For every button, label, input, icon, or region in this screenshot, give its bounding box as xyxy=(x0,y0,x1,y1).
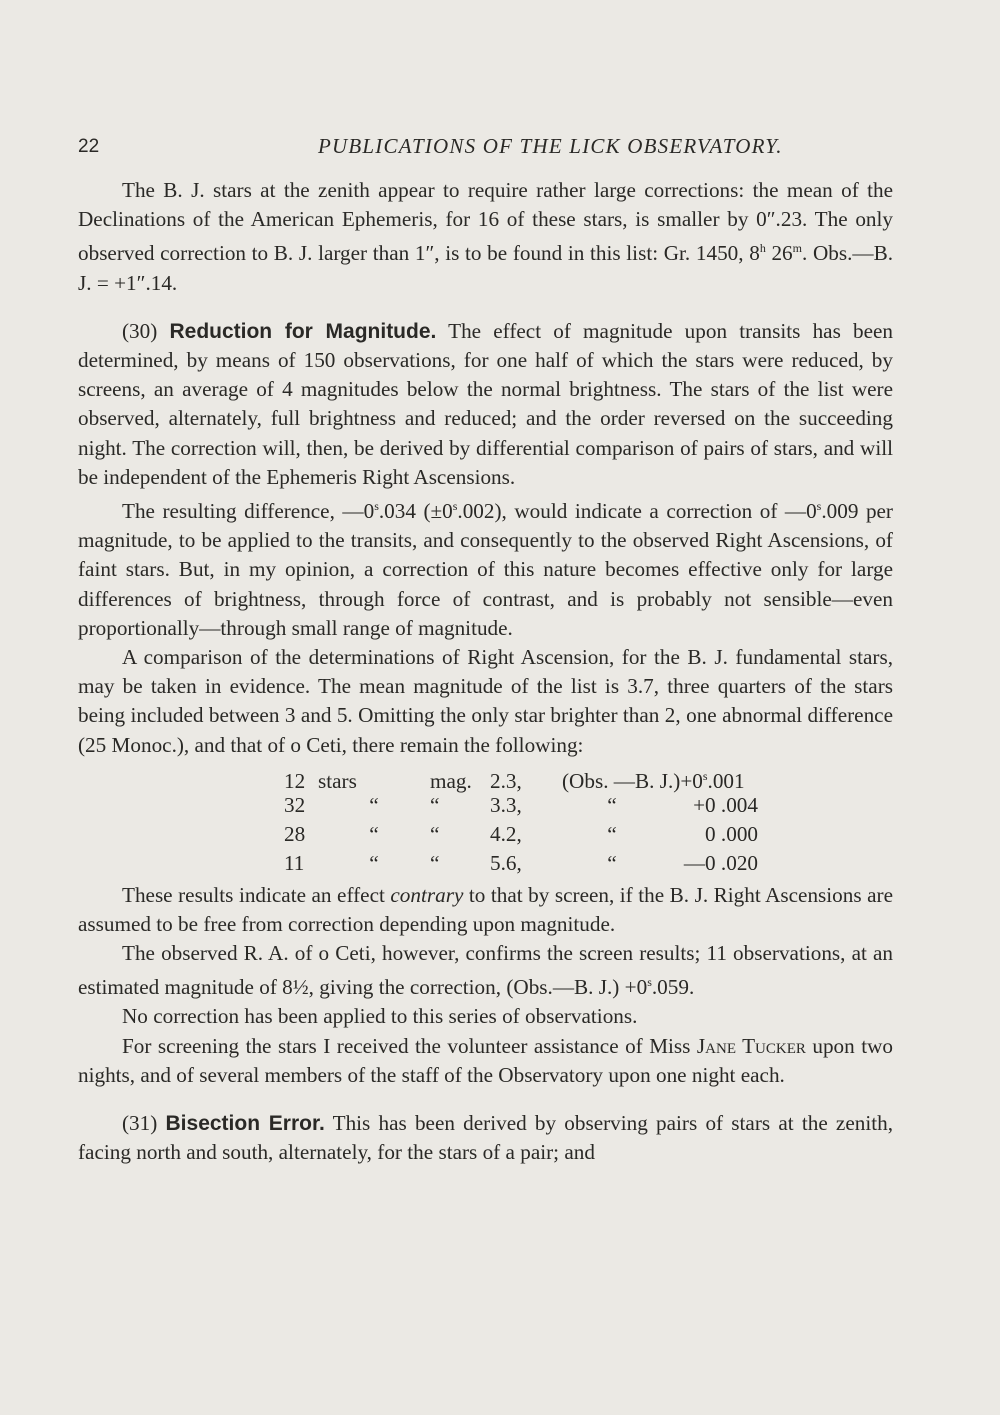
table-row: 32 “ “ 3.3, “ +0 .004 xyxy=(284,793,758,818)
table-row: 11 “ “ 5.6, “ —0 .020 xyxy=(284,851,758,876)
paragraph: These results indicate an effect contrary to that by screen, if the B. J. Right Ascensions are assumed to be free from correction depending upon magnitude. xyxy=(78,882,893,936)
paragraph: The observed R. A. of ο Ceti, however, confirms the screen results; 11 observations, at an estimated magnitude of 8½, giving the correction, (Obs.—B. $J.) +0^s.059$. xyxy=(78,941,893,1000)
paragraph: For screening the stars I received the volunteer assistance of Miss Jane Tucker upon two nights, and of several members of the staff of the Observatory upon one night each. xyxy=(78,1033,893,1087)
body-text xyxy=(78,176,893,1167)
section-heading: Bisection Error. xyxy=(165,1112,325,1136)
section-30-intro: (30) Reduction for Magnitude. The effect of magnitude upon transits has been determined, by means of 150 observations, for one half of which the stars were reduced, by screens, an average of 4 magnitudes below the normal brightness. The stars of the list were observed, alternately, full brightness and reduced; and the order reversed on the succeeding night. The correction will, then, be derived by differential comparison of pairs of stars, and will be independent of the Ephemeris Right Ascensions. xyxy=(78,318,893,489)
paragraph: The resulting difference, —0$^s$.034 $(\pm 0^s.002)$, would indicate a correction of —0$^s$.009 per magnitude, to be applied to the transits, and consequently to the observed Right Ascensions, of faint stars. But, in my opinion, a correction of this nature becomes effective only for large differences of brightness, through force of contrast, and is probably not sensible—even proportionally—through small range of magnitude. xyxy=(78,499,893,640)
section-31-intro: (31) Bisection Error. This has been derived by observing pairs of stars at the zenith, facing north and south, alternately, for the stars of a pair; and xyxy=(78,1111,893,1165)
section-heading: Reduction for Magnitude. xyxy=(169,319,437,343)
page-number: 22 xyxy=(78,136,100,157)
paragraph: No correction has been applied to this series of observations. xyxy=(122,1004,638,1029)
table-row: 28 “ “ 4.2, “ 0 .000 xyxy=(284,822,758,847)
magnitude-table xyxy=(284,762,893,879)
table-row: 12 stars mag. 2.3, (Obs. —B. J.) $+0^s.001$ xyxy=(284,768,745,793)
running-title: PUBLICATIONS OF THE LICK OBSERVATORY. xyxy=(318,134,783,158)
paragraph: The B. J. stars at the zenith appear to require rather large corrections: the mean of the Declinations of the American Ephemeris, for 16 of these stars, is smaller by 0″.23. The only observed correction to B. J. larger than 1″, is to be found in this list: Gr. 1450, 8$^h$ 26$^m$. Obs.—B. J. = +1″.14. xyxy=(78,178,894,295)
paragraph: A comparison of the determinations of Right Ascension, for the B. J. fundamental stars, may be taken in evidence. The mean magnitude of the list is 3.7, three quarters of the stars being included between 3 and 5. Omitting the only star brighter than 2, one abnormal difference (25 Monoc.), and that of ο Ceti, there remain the following: xyxy=(78,645,893,757)
page-header xyxy=(78,136,898,162)
